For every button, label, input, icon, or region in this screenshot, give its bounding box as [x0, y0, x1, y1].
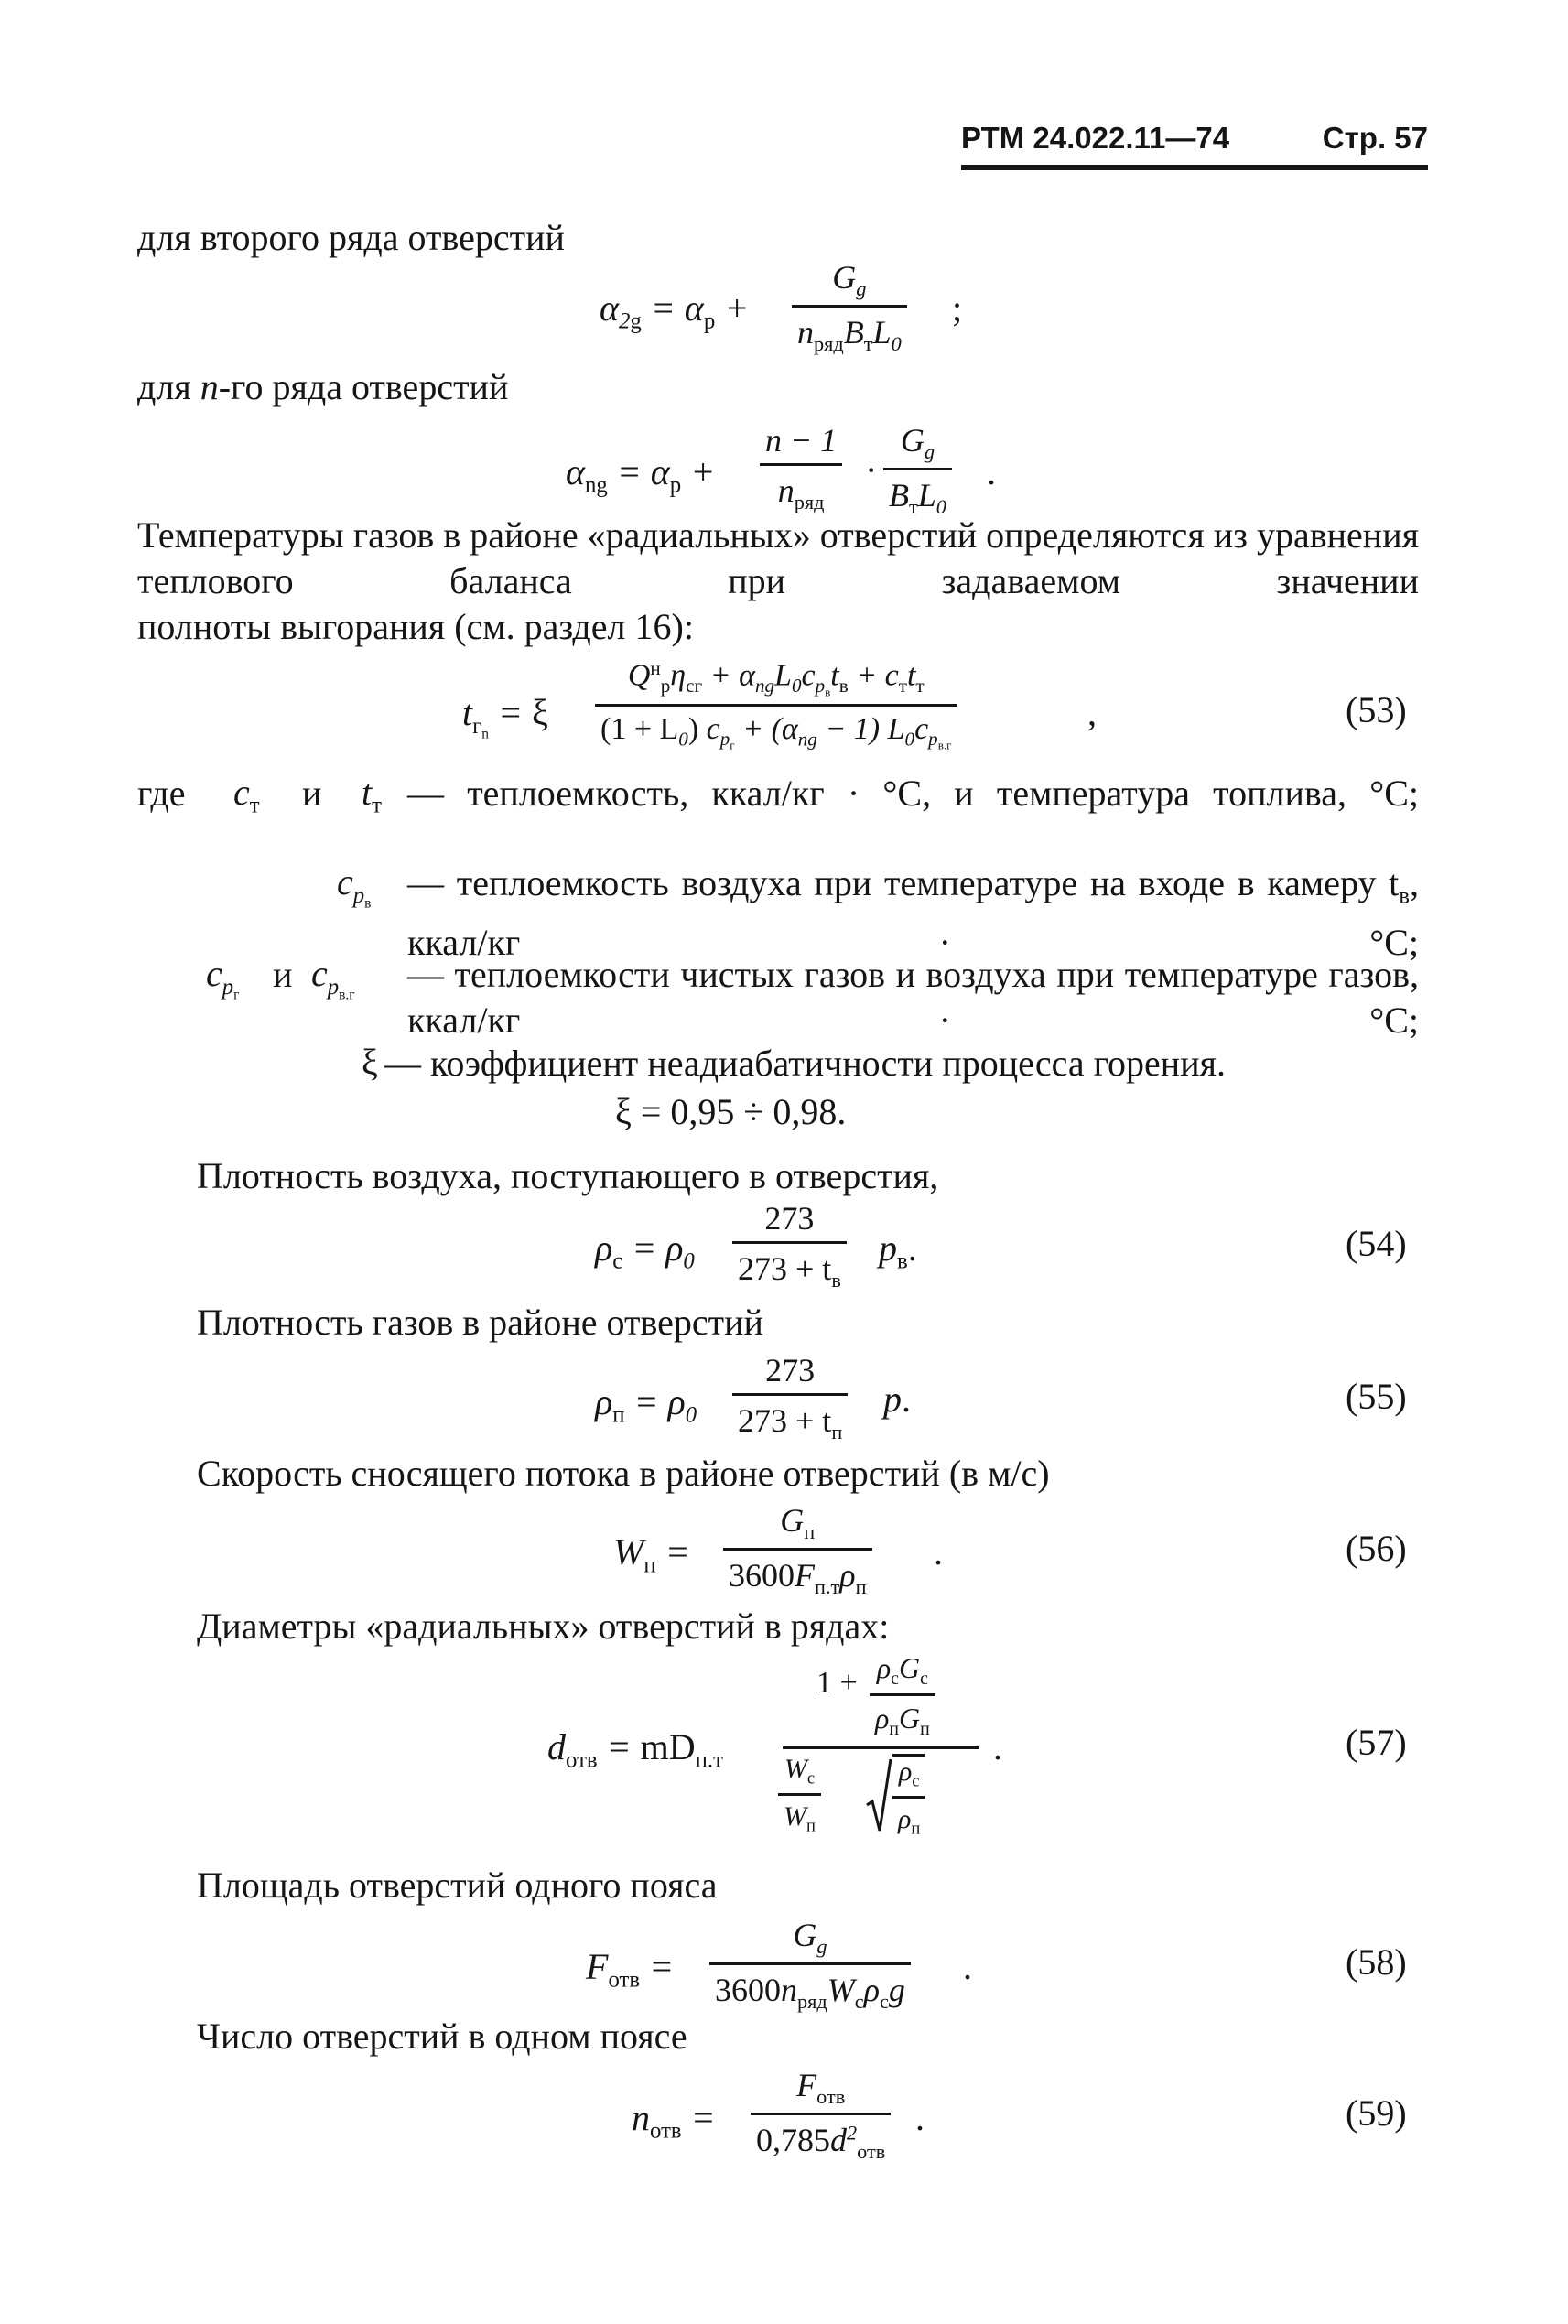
nth-row-pre: для	[137, 366, 200, 407]
equation-number-54: (54)	[1346, 1223, 1407, 1264]
n-minus-1: n − 1	[765, 422, 838, 459]
denominator-273-55: 273 + t	[738, 1402, 832, 1439]
fraction-eq58: $G_g$ $3600n_{ряд}W_с\rho_сg$	[709, 1916, 911, 2014]
formula-comma: ,	[1087, 692, 1097, 733]
document-code: РТМ 24.022.11—74	[961, 121, 1230, 155]
term-tt: $t_т$	[362, 772, 382, 818]
fraction-eq53: $Q^н_р\eta_{сг} + \alpha_{ng}L_0c_{p_в}t_в + c_тt_т$ $(1 + L_0)$ $c_{p_г} + (\alpha_{ng} - 1)$ $L_0c_{p_{в.г}}$	[595, 657, 957, 752]
paragraph-59: Число отверстий в одном поясе	[197, 2016, 687, 2057]
definition-cpv	[407, 860, 1419, 966]
formula-d-otv: $d_{отв} = mD_{п.т}$	[547, 1726, 723, 1773]
eq57-rho-ratio: $\rho_с$ $\rho_п$	[892, 1754, 925, 1839]
formula-f-otv: $F_{отв}$ =	[586, 1946, 675, 1993]
formula-n-otv: $n_{отв}$ =	[632, 2097, 716, 2144]
second-row-text: для второго ряда отверстий	[137, 217, 565, 258]
definition-cpg: — теплоемкости чистых газов и воздуха при температуре газов, ккал/кг · °С;	[407, 954, 1419, 1041]
equation-number-55: (55)	[1346, 1376, 1407, 1417]
equation-number-57: (57)	[1346, 1722, 1407, 1763]
definition-cpv-sub: в	[1399, 883, 1410, 909]
nth-row-var: n	[200, 366, 219, 407]
formula-p: p.	[883, 1378, 911, 1420]
paragraph-54: Плотность воздуха, поступающего в отверстия,	[197, 1155, 939, 1196]
page-header	[961, 110, 1428, 170]
fraction-eq59: $F_{отв}$ $0,785d^2_{отв}$	[751, 2066, 891, 2164]
term-xi: ξ	[362, 1042, 378, 1083]
sqrt-icon	[865, 1757, 892, 1832]
temperature-paragraph: Температуры газов в районе «радиальных» отверстий определяются из уравнения теплового баланса при задаваемом значении	[137, 514, 1419, 601]
formula-dot: ·	[865, 449, 878, 491]
formula-w-p: $W_п$ =	[613, 1531, 690, 1578]
eq57-w-ratio: $W_с$ $W_п$	[778, 1754, 821, 1836]
term-ct: $c_т$	[233, 772, 260, 818]
fraction-eq54: 273 $273 + t_в$	[732, 1199, 847, 1292]
fraction-eq56: $G_п$ $3600F_{п.т}\rho_п$	[723, 1501, 872, 1599]
paragraph-57: Диаметры «радиальных» отверстий в рядах:	[197, 1605, 890, 1647]
eq57-inner-fraction: $\rho_сG_с$ $\rho_пG_п$	[870, 1651, 935, 1740]
paragraph-58: Площадь отверстий одного пояса	[197, 1865, 718, 1906]
fraction-alpha-2g: $G_g$ $n_{ряд}B_тL_0$	[792, 258, 907, 356]
term-cpvg: $c_{p_{в.г}}$	[311, 953, 355, 1003]
one-plus: 1 +	[816, 1666, 858, 1700]
formula-t-gn: $t_{г_n} = \xi$	[462, 692, 548, 742]
equation-number-59: (59)	[1346, 2092, 1407, 2134]
fraction-eq57	[778, 1651, 984, 1840]
formula-alpha-ng: $\alpha_{ng} = \alpha_р$ +	[566, 451, 716, 498]
equation-number-53: (53)	[1346, 689, 1407, 730]
term-cpg: $c_{p_г}$	[206, 953, 240, 1003]
formula-period-56: .	[934, 1531, 943, 1573]
and-label-1: и	[302, 773, 322, 814]
denominator-273-54: 273 + t	[738, 1250, 832, 1287]
term-cpv: $c_{p_в}$	[337, 861, 372, 912]
constant-3600-56: 3600	[729, 1556, 795, 1594]
numerator-273-54: 273	[764, 1200, 815, 1237]
definition-cpv-tail: , ккал/кг · °С;	[407, 862, 1419, 963]
formula-period-59: .	[915, 2097, 925, 2138]
fraction-n-minus-1: n − 1 $n_{ряд}$	[760, 421, 842, 514]
equation-number-56: (56)	[1346, 1528, 1407, 1569]
formula-alpha-2g: $\alpha_{2g} = \alpha_р$ +	[600, 287, 750, 334]
xi-range: ξ = 0,95 ÷ 0,98.	[615, 1091, 847, 1132]
fraction-gg-btl0: $G_g$ $B_тL_0$	[883, 421, 952, 519]
one-plus-l0: (1 + L	[600, 711, 679, 746]
definition-ct: — теплоемкость, ккал/кг · °С, и температура топлива, °С;	[407, 773, 1419, 814]
formula-rho-p: $\rho_п = \rho_0$	[595, 1381, 697, 1428]
paragraph-56: Скорость сносящего потока в районе отверстий (в м/с)	[197, 1453, 1050, 1494]
constant-0785: 0,785	[756, 2121, 830, 2158]
and-label-2: и	[273, 954, 293, 995]
xi-symbol: ξ	[531, 692, 548, 733]
page-number: Стр. 57	[1322, 121, 1428, 155]
fraction-eq55: 273 $273 + t_п$	[732, 1351, 848, 1444]
definition-xi: — коэффициент неадиабатичности процесса горения.	[384, 1043, 1227, 1084]
formula-pv: $p_в$.	[879, 1227, 917, 1274]
formula-rho-c: $\rho_с = \rho_0$	[595, 1227, 695, 1274]
formula-semicolon: ;	[952, 287, 963, 329]
equation-number-58: (58)	[1346, 1941, 1407, 1983]
eq57-fraction-bar	[783, 1746, 979, 1749]
eq57-numerator	[816, 1666, 858, 1701]
numerator-273-55: 273	[765, 1352, 816, 1389]
constant-3600-58: 3600	[715, 1971, 781, 2008]
formula-period-58: .	[963, 1946, 972, 1987]
formula-period-57: .	[993, 1726, 1002, 1767]
nth-row-post: -го ряда отверстий	[218, 366, 509, 407]
where-label: где	[137, 773, 186, 814]
nth-row-text	[137, 364, 508, 410]
definition-cpv-text: — теплоемкость воздуха при температуре на входе в камеру t	[407, 862, 1400, 903]
temperature-paragraph-end: полноты выгорания (см. раздел 16):	[137, 606, 694, 647]
paragraph-55: Плотность газов в районе отверстий	[197, 1302, 763, 1343]
formula-period: .	[987, 451, 996, 492]
